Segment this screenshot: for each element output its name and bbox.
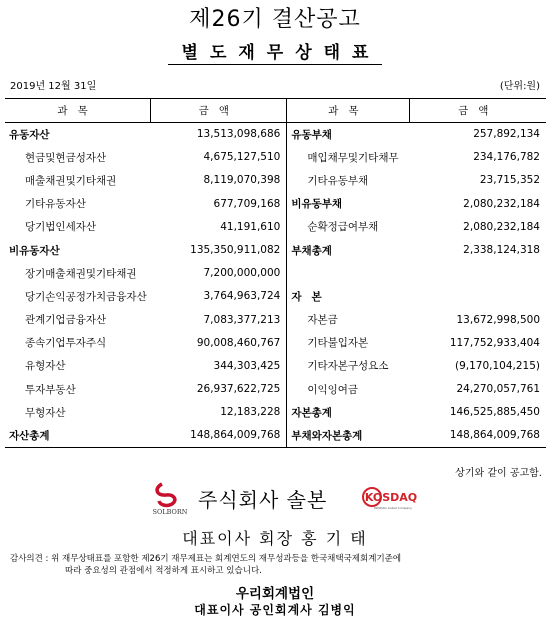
- table-row: [5, 123, 546, 146]
- left-account-label: 투자부동산: [25, 383, 76, 396]
- left-account-amount: 344,303,425: [151, 354, 287, 377]
- right-account-amount: 234,176,782: [473, 151, 540, 164]
- solborn-logo-icon: [150, 480, 190, 516]
- table-row: [5, 401, 546, 424]
- left-account-amount: 7,200,000,000: [151, 262, 287, 285]
- right-account-label: [287, 262, 410, 285]
- left-account-label: 기타유동자산: [25, 198, 86, 211]
- left-account-amount: 148,864,009,768: [151, 424, 287, 447]
- right-account-label: 순확정급여부채: [307, 221, 379, 234]
- right-account-label: 자본총계: [291, 406, 332, 419]
- left-account-amount: 7,083,377,213: [151, 308, 287, 331]
- left-account-amount: 4,675,127,510: [151, 146, 287, 169]
- right-account-amount: 148,864,009,768: [410, 424, 546, 447]
- audit-cpa: 대표이사 공인회계사 김병익: [194, 603, 356, 617]
- audit-firm: 우리회계법인: [235, 586, 315, 602]
- right-account-label: 기타유동부채: [307, 174, 369, 187]
- notice-title: 제26기 결산공고: [189, 7, 361, 32]
- right-account-amount: 13,672,998,500: [456, 313, 540, 326]
- right-account-label: 이익잉여금: [307, 383, 359, 396]
- audit-line-2: 따라 중요성의 관점에서 적정하게 표시하고 있습니다.: [65, 566, 262, 576]
- left-account-label: 장기매출채권및기타채권: [25, 267, 137, 280]
- company-name: 주식회사 솔본: [198, 488, 328, 512]
- table-row: [5, 378, 546, 401]
- kosdaq-badge-icon: [360, 484, 420, 512]
- company-block: [0, 480, 550, 516]
- statement-date: 2019년 12월 31일: [10, 81, 97, 92]
- left-account-label: 매출채권및기타채권: [25, 174, 117, 187]
- left-account-label: 비유동자산: [9, 244, 60, 257]
- table-row: [5, 331, 546, 354]
- left-account-label: 당기손익공정가치금융자산: [25, 290, 147, 303]
- table-row: [5, 215, 546, 238]
- statement-subtitle: 별도재무상태표: [0, 38, 550, 63]
- left-account-label: 유동자산: [9, 128, 50, 141]
- right-account-amount: 2,080,232,184: [463, 220, 540, 233]
- table-row: [5, 308, 546, 331]
- right-account-amount: 24,270,057,761: [456, 383, 540, 396]
- audit-line-1: 감사의견 : 위 재무상태표를 포함한 제26기 재무제표는 회계연도의 재무성과등을 한국채택국제회계기준에: [10, 554, 402, 564]
- left-account-label: 종속기업투자주식: [25, 337, 107, 350]
- right-account-amount: [410, 285, 546, 308]
- left-account-amount: 12,183,228: [151, 401, 287, 424]
- table-header-row: [5, 99, 546, 123]
- right-account-label: 자본: [291, 290, 332, 303]
- audit-opinion: [10, 553, 545, 577]
- right-account-label: 유동부채: [291, 128, 332, 141]
- table-row: [5, 262, 546, 285]
- table-row: [5, 238, 546, 261]
- left-account-amount: 90,008,460,767: [151, 331, 287, 354]
- table-row: [5, 424, 546, 447]
- svg-text:KOSDAQ: KOSDAQ: [364, 491, 418, 504]
- right-account-amount: 2,338,124,318: [463, 244, 540, 257]
- right-account-label: 부채와자본총계: [287, 424, 410, 447]
- table-row: [5, 192, 546, 215]
- left-account-label: 관계기업금융자산: [25, 314, 107, 327]
- right-account-amount: 23,715,352: [479, 174, 540, 187]
- header-amount-right: 금액: [410, 99, 546, 123]
- left-account-label: 현금및현금성자산: [25, 151, 107, 164]
- balance-sheet-table: [5, 98, 546, 448]
- left-account-label: 자산총계: [5, 424, 151, 447]
- header-account-left: 과목: [5, 99, 151, 123]
- svg-text:KOSDAQ Listed Company: KOSDAQ Listed Company: [374, 506, 412, 510]
- left-account-label: 유형자산: [25, 360, 66, 373]
- header-account-right: 과목: [287, 99, 410, 123]
- left-account-amount: 677,709,168: [151, 192, 287, 215]
- right-account-label: 자본금: [307, 314, 338, 327]
- left-account-amount: 8,119,070,398: [151, 169, 287, 192]
- svg-text:SOLBORN: SOLBORN: [152, 508, 188, 516]
- right-account-label: 매입채무및기타채무: [307, 151, 399, 164]
- left-account-amount: 13,513,098,686: [151, 123, 287, 146]
- table-row: [5, 169, 546, 192]
- unit-label: (단위:원): [499, 81, 540, 92]
- right-account-amount: (9,170,104,215): [454, 359, 540, 372]
- right-account-label: 기타자본구성요소: [307, 360, 389, 373]
- left-account-amount: 135,350,911,082: [151, 238, 287, 261]
- left-account-amount: 3,764,963,724: [151, 285, 287, 308]
- right-account-label: 부채총계: [291, 244, 332, 257]
- table-row: [5, 146, 546, 169]
- left-account-amount: 41,191,610: [151, 215, 287, 238]
- right-account-label: 기타불입자본: [307, 337, 369, 350]
- closing-note: 상기와 같이 공고함.: [455, 468, 542, 479]
- right-account-amount: 117,752,933,404: [449, 336, 540, 349]
- table-row: [5, 285, 546, 308]
- left-account-label: 당기법인세자산: [25, 221, 97, 234]
- table-row: [5, 354, 546, 377]
- right-account-amount: 257,892,134: [473, 128, 540, 141]
- ceo-name: 대표이사 회장 홍 기 태: [182, 529, 368, 548]
- right-account-amount: 2,080,232,184: [463, 197, 540, 210]
- right-account-label: 비유동부채: [291, 198, 343, 211]
- header-amount-left: 금액: [151, 99, 287, 123]
- left-account-amount: 26,937,622,725: [151, 378, 287, 401]
- left-account-label: 무형자산: [25, 406, 66, 419]
- right-account-amount: 146,525,885,450: [449, 406, 540, 419]
- right-account-amount: [410, 262, 546, 285]
